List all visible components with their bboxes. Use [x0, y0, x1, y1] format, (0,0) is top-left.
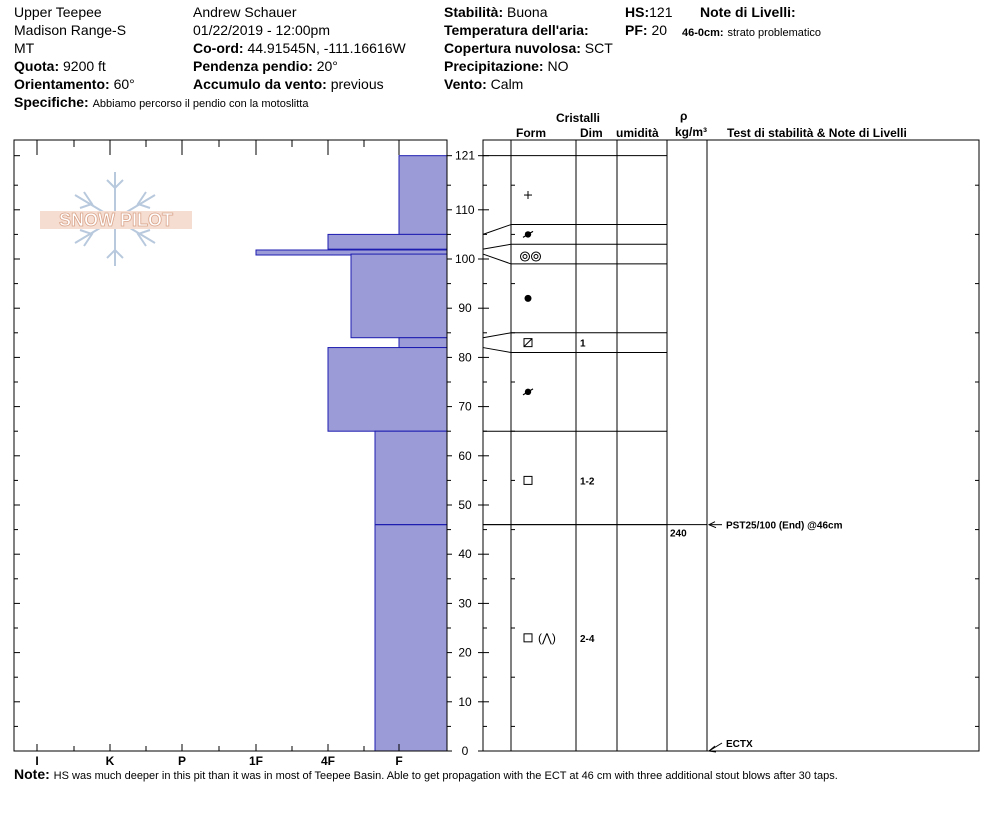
hardness-bar	[351, 254, 447, 338]
pf-label: PF:	[625, 22, 648, 38]
aspect-label: Orientamento:	[14, 76, 110, 92]
faceted-rounded-icon	[524, 339, 532, 347]
layer-connector	[483, 348, 511, 353]
precip-value: NO	[547, 58, 569, 74]
layer-connector	[483, 225, 511, 235]
hardness-label: F	[395, 754, 403, 768]
logo-text: SNOW PILOT	[59, 210, 173, 230]
stability-value: Buona	[507, 4, 548, 20]
layer-connector	[483, 244, 511, 249]
height-tick-label: 80	[458, 350, 472, 365]
crystal-form-symbol	[524, 339, 532, 347]
hardness-bar	[328, 348, 447, 432]
height-tick-label: 90	[458, 301, 472, 316]
location: Upper Teepee	[14, 4, 102, 20]
state: MT	[14, 40, 35, 56]
layer-note-text: strato problematico	[727, 27, 822, 39]
height-tick-label: 70	[458, 399, 472, 414]
layer-connector	[483, 333, 511, 338]
height-tick-label: 121	[454, 148, 476, 163]
height-tick-label: 10	[458, 694, 472, 709]
hardness-bars	[256, 156, 447, 751]
note-text: HS was much deeper in this pit than it was in most of Teepee Basin. Able to get propagation with the ECT at 46 cm with three additional stout blows after 30 taps.	[53, 770, 838, 782]
depth-hoar-icon: (⋀)	[538, 630, 556, 645]
crystal-form-symbol	[523, 389, 533, 395]
hardness-label: P	[177, 754, 187, 768]
hs-label: HS:	[625, 4, 650, 20]
datetime: 01/22/2019 - 12:00pm	[193, 22, 330, 38]
height-tick-label: 60	[458, 448, 472, 463]
clustered-grain-icon	[523, 255, 527, 259]
aspect-value: 60°	[113, 76, 135, 92]
hardness-label: 1F	[248, 754, 264, 768]
rounded-grain-icon	[525, 295, 532, 302]
form-header: Form	[516, 126, 546, 140]
crystal-form-symbol	[524, 476, 532, 484]
grain-size-label: 1	[580, 338, 586, 350]
wind-load-value: previous	[330, 76, 384, 92]
hardness-bar	[399, 338, 447, 348]
height-tick-label: 30	[458, 596, 472, 611]
crystal-form-symbol	[525, 295, 532, 302]
faceted-crystal-icon	[524, 476, 532, 484]
specifics-label: Specifiche:	[14, 94, 89, 110]
altitude-label: Quota:	[14, 58, 60, 74]
column-dividers	[511, 140, 707, 751]
range: Madison Range-S	[14, 22, 127, 38]
grain-size-label: 1-2	[580, 476, 595, 488]
stability-tests	[709, 521, 843, 752]
height-tick-label: 110	[455, 202, 475, 217]
height-axis	[14, 149, 979, 758]
coord-value: 44.91545N, -111.16616W	[247, 40, 406, 56]
hardness-bar	[375, 525, 447, 751]
moisture-header: umidità	[616, 126, 659, 140]
cloud-label: Copertura nuvolosa:	[444, 40, 581, 56]
clustered-grain-icon	[534, 255, 538, 259]
layer-notes-label: Note di Livelli:	[700, 4, 796, 20]
hardness-bar	[399, 156, 447, 235]
wind-load-label: Accumulo da vento:	[193, 76, 327, 92]
crystal-symbols	[521, 191, 688, 645]
height-tick-label: 40	[458, 547, 472, 562]
test-result-label: PST25/100 (End) @46cm	[726, 520, 843, 532]
tests-header: Test di stabilità & Note di Livelli	[727, 126, 907, 140]
coord-label: Co-ord:	[193, 40, 244, 56]
hardness-label: I	[35, 754, 39, 768]
hardness-bar	[375, 431, 447, 524]
pf-value: 20	[651, 22, 668, 38]
crystal-form-symbol	[524, 631, 556, 645]
height-tick-label: 0	[461, 744, 469, 758]
layer-note-depth: 46-0cm:	[682, 27, 724, 39]
hs-value: 121	[649, 4, 673, 20]
crystals-header: Cristalli	[556, 111, 601, 125]
height-tick-label: 20	[458, 645, 472, 660]
hardness-label: K	[105, 754, 115, 768]
wind-label: Vento:	[444, 76, 487, 92]
slope-value: 20°	[316, 58, 338, 74]
hardness-label: 4F	[320, 754, 336, 768]
stability-label: Stabilità:	[444, 4, 504, 20]
stratigraphy-grid-frame	[483, 140, 979, 751]
height-tick-label: 50	[458, 498, 472, 512]
cloud-value: SCT	[584, 40, 613, 56]
crystal-form-symbol	[521, 252, 541, 261]
crystal-form-symbol	[524, 191, 532, 199]
crystal-form-symbol	[523, 231, 533, 237]
slope-label: Pendenza pendio:	[193, 58, 313, 74]
faceted-crystal-icon	[524, 634, 532, 642]
height-tick-label: 100	[454, 252, 476, 266]
precip-label: Precipitazione:	[444, 58, 544, 74]
clustered-grain-icon	[532, 252, 541, 261]
density-unit-header: kg/m³	[675, 125, 708, 139]
dim-header: Dim	[580, 126, 603, 140]
rho-header: ρ	[680, 109, 688, 123]
grain-size-label: 2-4	[580, 633, 595, 645]
wind-value: Calm	[490, 76, 524, 92]
clustered-grain-icon	[521, 252, 530, 261]
air-temp-label: Temperatura dell'aria:	[444, 22, 589, 38]
note-label: Note:	[14, 766, 50, 782]
observer: Andrew Schauer	[193, 4, 297, 20]
altitude-value: 9200 ft	[63, 58, 106, 74]
hardness-bar	[328, 234, 447, 249]
specifics-value: Abbiamo percorso il pendio con la motoslitta	[92, 98, 309, 110]
density-value: 240	[670, 528, 687, 540]
test-result-label: ECTX	[726, 739, 753, 750]
